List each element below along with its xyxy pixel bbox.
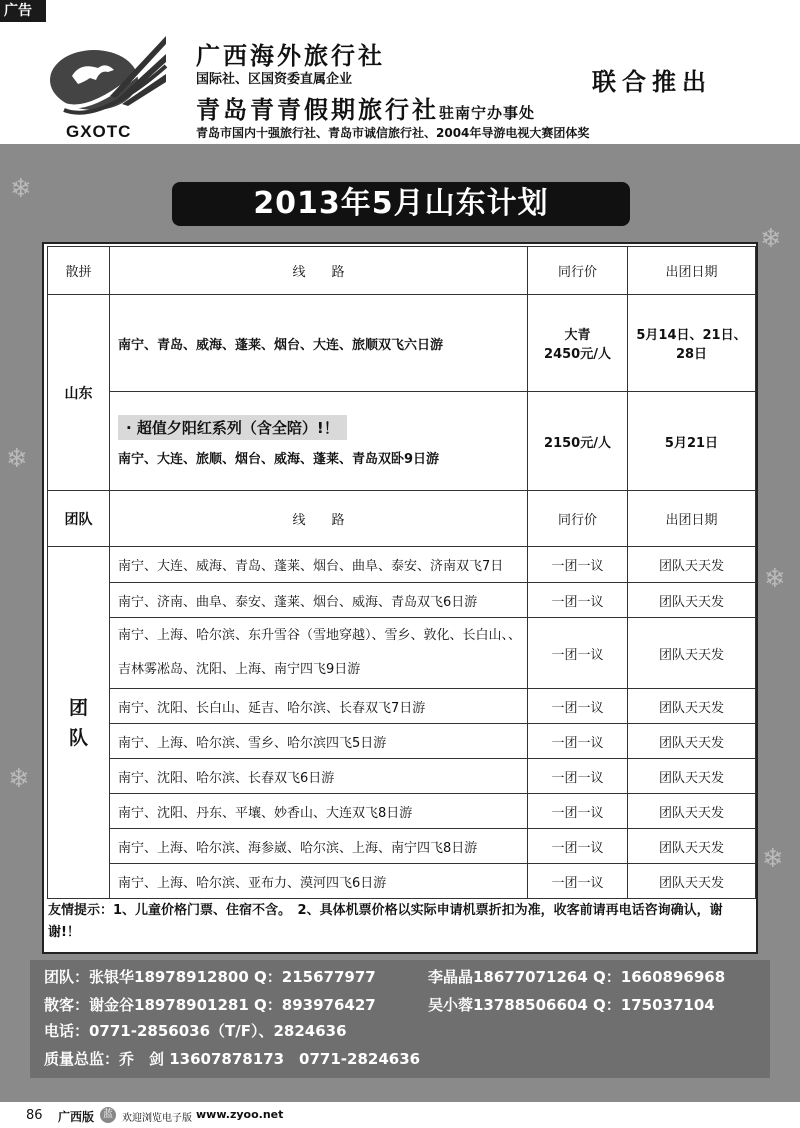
table-row	[48, 295, 756, 392]
date-cell	[628, 295, 756, 392]
date-cell: 5月21日	[628, 392, 756, 491]
date-line1: 5月14日、21日、	[636, 328, 747, 343]
table-header-row	[48, 247, 756, 295]
table-row	[48, 547, 756, 583]
price-cell: 一团一议	[528, 689, 628, 724]
contact-team	[44, 966, 725, 987]
date-cell: 团队天天发	[628, 583, 756, 618]
route-cell: 南宁、济南、曲阜、泰安、蓬莱、烟台、威海、青岛双飞6日游	[110, 583, 528, 618]
price-cell: 一团一议	[528, 759, 628, 794]
footer-url[interactable]: www.zyoo.net	[196, 1108, 284, 1121]
table-row	[48, 864, 756, 899]
contact-individual-a: 散客：谢金谷18978901281 Q：893976427	[44, 996, 376, 1014]
table-row	[48, 392, 756, 491]
agency2-name-text: 青岛青青假期旅行社	[196, 95, 439, 124]
date-cell: 团队天天发	[628, 864, 756, 899]
route-cell: 南宁、上海、哈尔滨、海参崴、哈尔滨、上海、南宁四飞8日游	[110, 829, 528, 864]
contacts-panel	[30, 960, 770, 1078]
table-row	[48, 829, 756, 864]
agency2-name	[196, 90, 535, 125]
date-cell: 团队天天发	[628, 724, 756, 759]
page-title: 2013年5月山东计划	[172, 182, 630, 226]
promo-badge: · 超值夕阳红系列（含全陪）!！	[118, 415, 347, 440]
header-price: 同行价	[528, 247, 628, 295]
contact-team-a: 团队：张银华18978912800 Q：215677977	[44, 968, 376, 986]
snowflake-icon: ❄	[762, 844, 784, 874]
table-row	[48, 583, 756, 618]
date-cell: 团队天天发	[628, 689, 756, 724]
price-cell	[528, 295, 628, 392]
snowflake-icon: ❄	[760, 224, 782, 254]
price-cell: 一团一议	[528, 583, 628, 618]
header-route: 线 路	[110, 491, 528, 547]
header-date: 出团日期	[628, 247, 756, 295]
snowflake-icon: ❄	[6, 444, 28, 474]
date-cell: 团队天天发	[628, 794, 756, 829]
table-header-row	[48, 491, 756, 547]
contact-team-b: 李晶晶18677071264 Q：1660896968	[428, 968, 726, 986]
category-team	[48, 547, 110, 899]
header	[0, 22, 800, 144]
route-cell	[110, 392, 528, 491]
price-cell: 一团一议	[528, 724, 628, 759]
footer-slogan: 欢迎浏览电子版	[122, 1113, 192, 1124]
price-cell: 2150元/人	[528, 392, 628, 491]
date-cell: 团队天天发	[628, 547, 756, 583]
page-number: 86	[26, 1108, 43, 1123]
snowflake-icon: ❄	[764, 564, 786, 594]
snowflake-icon: ❄	[8, 764, 30, 794]
table-row	[48, 724, 756, 759]
logo-text: GXOTC	[66, 122, 132, 141]
edition-badge: 蓝	[100, 1107, 116, 1123]
table-row	[48, 794, 756, 829]
route-cell: 南宁、沈阳、哈尔滨、长春双飞6日游	[110, 759, 528, 794]
header-cat: 团队	[48, 491, 110, 547]
header-price: 同行价	[528, 491, 628, 547]
route-cell: 南宁、上海、哈尔滨、亚布力、漠河四飞6日游	[110, 864, 528, 899]
agency2-suffix: 驻南宁办事处	[439, 104, 536, 122]
route-text: 南宁、大连、旅顺、烟台、威海、蓬莱、青岛双卧9日游	[118, 452, 440, 467]
price-cell: 一团一议	[528, 829, 628, 864]
route-cell: 南宁、大连、威海、青岛、蓬莱、烟台、曲阜、泰安、济南双飞7日	[110, 547, 528, 583]
price-cell: 一团一议	[528, 794, 628, 829]
header-route: 线 路	[110, 247, 528, 295]
route-cell: 南宁、沈阳、丹东、平壤、妙香山、大连双飞8日游	[110, 794, 528, 829]
edition-label: 广西版	[58, 1110, 95, 1124]
team-label-1: 团	[68, 696, 88, 719]
table-row	[48, 689, 756, 724]
price-cell: 一团一议	[528, 864, 628, 899]
footer	[0, 1102, 800, 1128]
awards-line: 青岛市国内十强旅行社、青岛市诚信旅行社、2004年导游电视大赛团体奖	[196, 126, 590, 140]
friendly-notice: 友情提示：1、儿童价格门票、住宿不含。 2、具体机票价格以实际申请机票折扣为准，收客前请再电话咨询确认，谢谢!！	[48, 903, 723, 940]
table-row	[48, 618, 756, 689]
team-label-2: 队	[68, 726, 88, 749]
contact-phone: 电话：0771-2856036（T/F）、2824636	[44, 1022, 347, 1040]
agency1-name: 广西海外旅行社	[196, 41, 385, 70]
snowflake-icon: ❄	[10, 174, 32, 204]
header-cat: 散拼	[48, 247, 110, 295]
price-cell: 一团一议	[528, 547, 628, 583]
ad-tag: 广告	[0, 0, 46, 22]
route-line1: 南宁、上海、哈尔滨、东升雪谷（雪地穿越）、雪乡、敦化、长白山、、	[118, 628, 522, 643]
price-cell: 一团一议	[528, 618, 628, 689]
route-line2: 吉林雾凇岛、沈阳、上海、南宁四飞9日游	[118, 662, 361, 677]
schedule-table	[42, 242, 758, 954]
date-cell: 团队天天发	[628, 829, 756, 864]
date-cell: 团队天天发	[628, 618, 756, 689]
price-line1: 大青	[564, 328, 591, 343]
price-line2: 2450元/人	[544, 347, 611, 362]
date-cell: 团队天天发	[628, 759, 756, 794]
date-line2: 28日	[675, 347, 708, 362]
table-row	[48, 759, 756, 794]
route-cell	[110, 618, 528, 689]
route-cell: 南宁、青岛、威海、蓬莱、烟台、大连、旅顺双飞六日游	[110, 295, 528, 392]
contact-individual	[44, 994, 715, 1015]
route-cell: 南宁、上海、哈尔滨、雪乡、哈尔滨四飞5日游	[110, 724, 528, 759]
agency1-subtitle: 国际社、区国资委直属企业	[196, 72, 353, 87]
joint-launch: 联合推出	[592, 67, 712, 96]
contact-quality: 质量总监：乔 剑 13607878173 0771-2824636	[44, 1050, 421, 1068]
header-date: 出团日期	[628, 491, 756, 547]
category-shandong: 山东	[48, 295, 110, 491]
contact-individual-b: 吴小蓉13788506604 Q：175037104	[428, 996, 715, 1014]
route-cell: 南宁、沈阳、长白山、延吉、哈尔滨、长春双飞7日游	[110, 689, 528, 724]
